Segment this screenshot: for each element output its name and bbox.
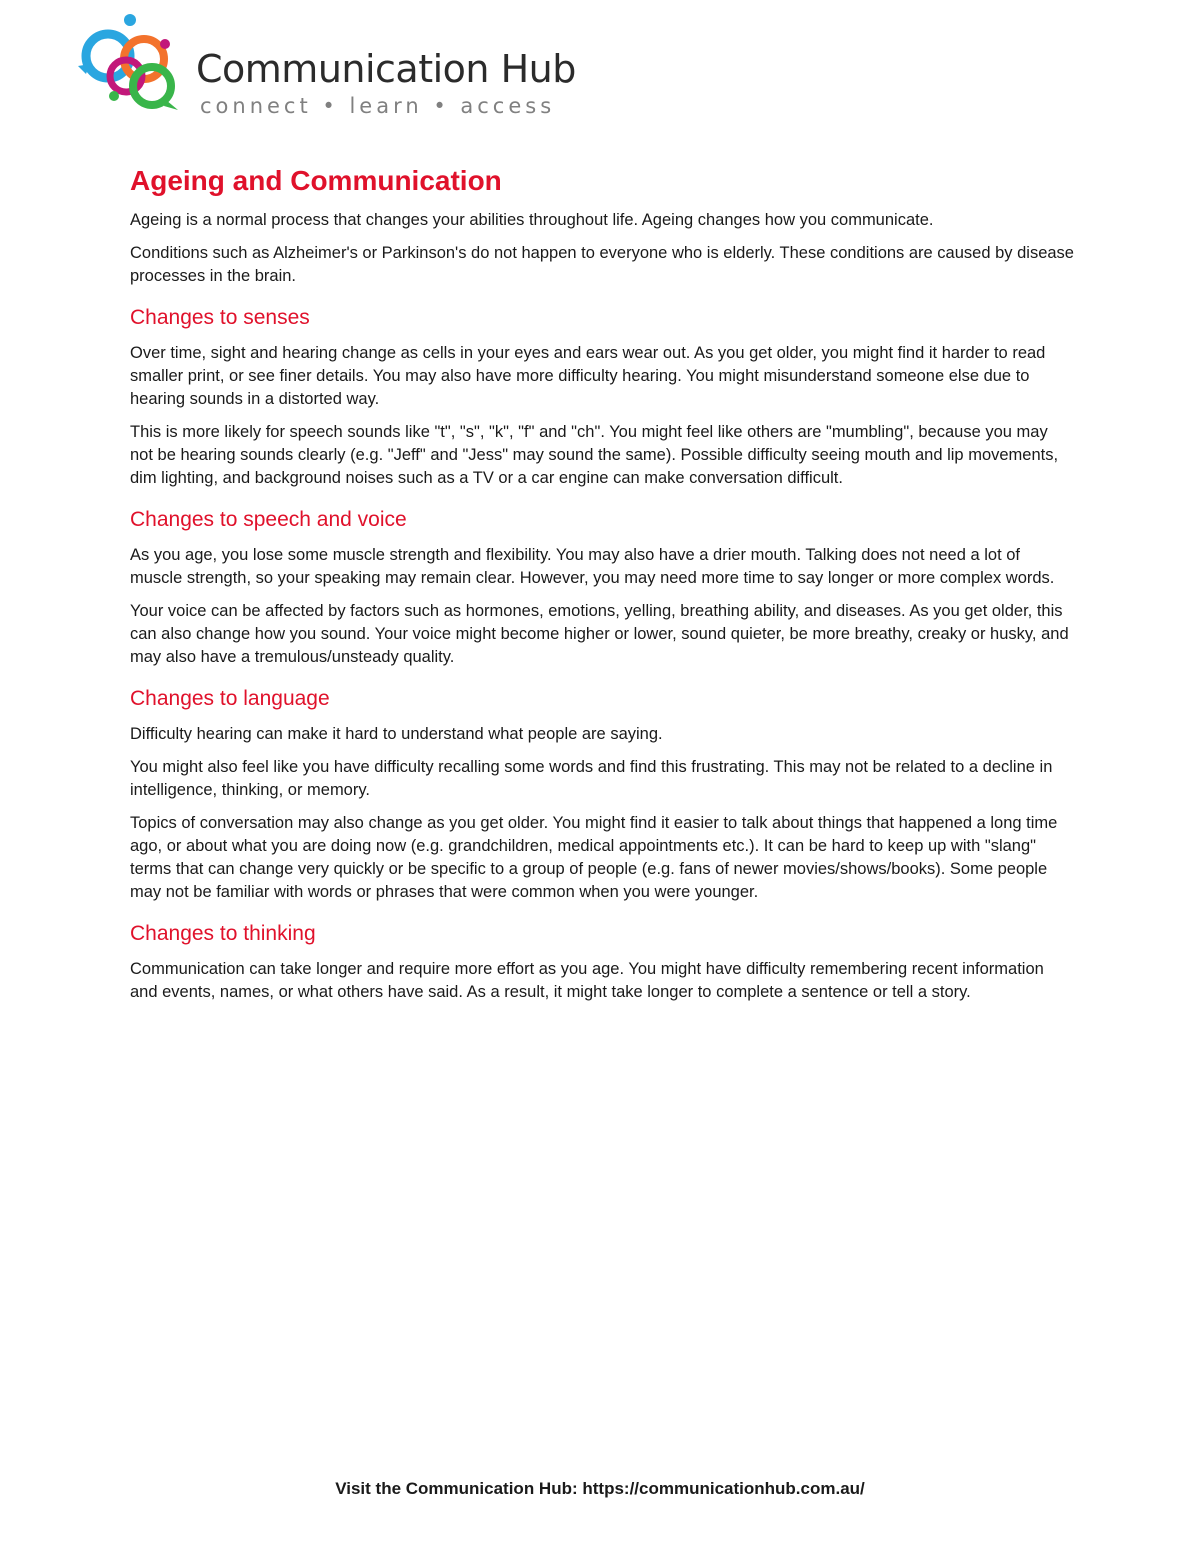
section-paragraph: Over time, sight and hearing change as cells in your eyes and ears wear out. As you get older, you might find it harder to read smaller print, or see finer details. You may also have more difficulty hearing. You might misunderstand someone else due to hearing sounds in a distorted way. — [130, 344, 1046, 408]
section-paragraph: Difficulty hearing can make it hard to understand what people are saying. — [130, 725, 663, 743]
section-paragraph: Communication can take longer and require more effort as you age. You might have difficulty remembering recent information and events, names, or what others have said. As a result, it might take longer to complete a sentence or tell a story. — [130, 960, 1044, 1001]
document-body — [130, 165, 1075, 1014]
section-paragraph: Your voice can be affected by factors such as hormones, emotions, yelling, breathing ability, and diseases. As you get older, this can also change how you sound. Your voice might become higher or lower, sound quieter, be more breathy, creaky or husky, and may also have a tremulous/unsteady quality. — [130, 602, 1069, 666]
section-heading-language: Changes to language — [130, 687, 330, 710]
logo-tagline: connect • learn • access — [200, 94, 556, 118]
intro-paragraph: Conditions such as Alzheimer's or Parkinson's do not happen to everyone who is elderly. These conditions are caused by disease processes in the brain. — [130, 244, 1074, 285]
section-paragraph: You might also feel like you have difficulty recalling some words and find this frustrating. This may not be related to a decline in intelligence, thinking, or memory. — [130, 758, 1053, 799]
footer-link-text[interactable]: Visit the Communication Hub: https://communicationhub.com.au/ — [335, 1479, 865, 1498]
section-paragraph: As you age, you lose some muscle strength and flexibility. You may also have a drier mouth. Talking does not need a lot of muscle strength, so your speaking may remain clear. However, you may need more time to say longer or more complex words. — [130, 546, 1055, 587]
section-heading-senses: Changes to senses — [130, 306, 310, 329]
intro-paragraph: Ageing is a normal process that changes your abilities throughout life. Ageing changes how you communicate. — [130, 211, 934, 229]
logo-brand-name: Communication Hub — [196, 47, 576, 91]
section-heading-thinking: Changes to thinking — [130, 922, 316, 945]
communication-hub-logo — [68, 14, 576, 119]
section-paragraph: Topics of conversation may also change as you get older. You might find it easier to talk about things that happened a long time ago, or about what you are doing now (e.g. grandchildren, medical appointments etc.). It can be hard to keep up with "slang" terms that can change very quickly or be specific to a group of people (e.g. fans of newer movies/shows/books). Some people may not be familiar with words or phrases that were common when you were younger. — [130, 814, 1058, 901]
document-title: Ageing and Communication — [130, 165, 502, 196]
logo-speech-bubbles-icon — [68, 14, 193, 119]
section-paragraph: This is more likely for speech sounds like "t", "s", "k", "f" and "ch". You might feel like others are "mumbling", because you may not be hearing sounds clearly (e.g. "Jeff" and "Jess" may sound the same). Possible difficulty seeing mouth and lip movements, dim lighting, and background noises such as a TV or a car engine can make conversation difficult. — [130, 423, 1059, 487]
section-heading-speech-voice: Changes to speech and voice — [130, 508, 407, 531]
